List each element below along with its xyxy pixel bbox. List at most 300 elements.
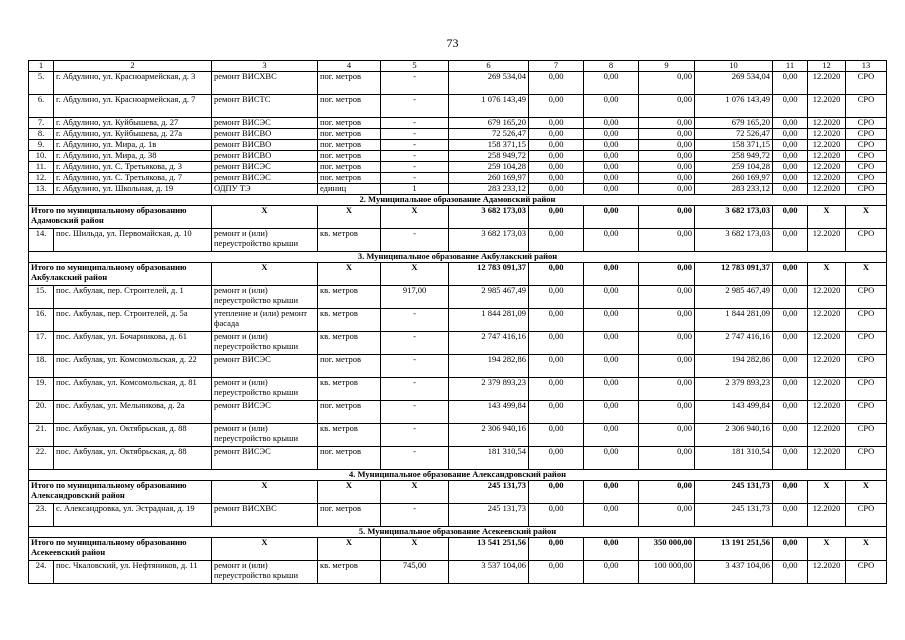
- page-number: 73: [446, 36, 459, 50]
- value-cell: 260 169,97: [695, 173, 773, 184]
- column-number-cell: 7: [529, 61, 584, 72]
- quantity-cell: -: [381, 424, 449, 447]
- subtotal-cell: Х: [381, 538, 449, 561]
- table-row: [29, 332, 887, 355]
- row-number: 5.: [29, 72, 54, 95]
- subtotal-cost: 245 131,73: [449, 481, 529, 504]
- subtotal-cell: 0,00: [584, 538, 639, 561]
- value-cell: 0,00: [529, 184, 584, 195]
- column-number-cell: 12: [808, 61, 846, 72]
- value-cell: 0,00: [639, 309, 695, 332]
- address-cell: г. Абдулино, ул. С. Третьякова, д. 7: [54, 173, 212, 184]
- value-cell: 0,00: [773, 129, 808, 140]
- unit-cell: кв. метров: [318, 332, 381, 355]
- subtotal-cell: 12 783 091,37: [695, 263, 773, 286]
- value-cell: 0,00: [773, 95, 808, 118]
- work-type-cell: ремонт ВИСХВС: [212, 504, 318, 527]
- address-cell: пос. Шильда, ул. Первомайская, д. 10: [54, 229, 212, 252]
- date-cell: 12.2020: [808, 118, 846, 129]
- value-cell: 0,00: [773, 332, 808, 355]
- quantity-cell: -: [381, 129, 449, 140]
- row-number: 17.: [29, 332, 54, 355]
- subtotal-cell: 0,00: [639, 263, 695, 286]
- method-cell: СРО: [846, 72, 887, 95]
- method-cell: СРО: [846, 309, 887, 332]
- unit-cell: кв. метров: [318, 309, 381, 332]
- subtotal-cell: Х: [808, 538, 846, 561]
- value-cell: 0,00: [639, 355, 695, 378]
- date-cell: 12.2020: [808, 309, 846, 332]
- value-cell: 0,00: [584, 561, 639, 584]
- work-type-cell: ремонт и (или) переустройство крыши: [212, 561, 318, 584]
- value-cell: 0,00: [773, 173, 808, 184]
- address-cell: пос. Акбулак, пер. Строителей, д. 5а: [54, 309, 212, 332]
- value-cell: 0,00: [529, 561, 584, 584]
- value-cell: 0,00: [529, 401, 584, 424]
- subtotal-cell: Х: [212, 206, 318, 229]
- quantity-cell: -: [381, 151, 449, 162]
- date-cell: 12.2020: [808, 229, 846, 252]
- table-row: [29, 151, 887, 162]
- value-cell: 0,00: [639, 184, 695, 195]
- value-cell: 181 310,54: [695, 447, 773, 470]
- section-header-row: [29, 527, 887, 538]
- subtotal-cell: Х: [846, 206, 887, 229]
- column-number-cell: 13: [846, 61, 887, 72]
- total-cost-cell: 259 104,28: [449, 162, 529, 173]
- value-cell: 1 076 143,49: [695, 95, 773, 118]
- column-number-cell: 9: [639, 61, 695, 72]
- work-type-cell: ремонт ВИСЭС: [212, 162, 318, 173]
- quantity-cell: -: [381, 118, 449, 129]
- section-title: 3. Муниципальное образование Акбулакский район: [29, 252, 887, 263]
- address-cell: пос. Чкаловский, ул. Нефтяников, д. 11: [54, 561, 212, 584]
- value-cell: 143 499,84: [695, 401, 773, 424]
- column-number-cell: 3: [212, 61, 318, 72]
- address-cell: с. Александровка, ул. Эстрадная, д. 19: [54, 504, 212, 527]
- value-cell: 0,00: [529, 355, 584, 378]
- row-number: 21.: [29, 424, 54, 447]
- total-cost-cell: 181 310,54: [449, 447, 529, 470]
- value-cell: 0,00: [639, 72, 695, 95]
- value-cell: 0,00: [584, 151, 639, 162]
- work-type-cell: ремонт ВИСЭС: [212, 173, 318, 184]
- method-cell: СРО: [846, 162, 887, 173]
- work-type-cell: ремонт ВИСВО: [212, 129, 318, 140]
- row-number: 16.: [29, 309, 54, 332]
- value-cell: 0,00: [584, 140, 639, 151]
- value-cell: 0,00: [773, 309, 808, 332]
- method-cell: СРО: [846, 118, 887, 129]
- row-number: 13.: [29, 184, 54, 195]
- subtotal-cell: 0,00: [639, 206, 695, 229]
- value-cell: 3 437 104,06: [695, 561, 773, 584]
- quantity-cell: -: [381, 140, 449, 151]
- total-cost-cell: 2 747 416,16: [449, 332, 529, 355]
- unit-cell: пог. метров: [318, 95, 381, 118]
- quantity-cell: 1: [381, 184, 449, 195]
- value-cell: 0,00: [639, 424, 695, 447]
- address-cell: г. Абдулино, ул. С. Третьякова, д. 3: [54, 162, 212, 173]
- value-cell: 0,00: [773, 355, 808, 378]
- value-cell: 0,00: [639, 286, 695, 309]
- column-number-cell: 1: [29, 61, 54, 72]
- work-type-cell: ремонт ВИСВО: [212, 140, 318, 151]
- subtotal-row: [29, 481, 887, 504]
- value-cell: 0,00: [639, 162, 695, 173]
- value-cell: 0,00: [584, 286, 639, 309]
- method-cell: СРО: [846, 378, 887, 401]
- work-type-cell: ремонт и (или) переустройство крыши: [212, 424, 318, 447]
- value-cell: 0,00: [639, 332, 695, 355]
- row-number: 14.: [29, 229, 54, 252]
- value-cell: 3 682 173,03: [695, 229, 773, 252]
- method-cell: СРО: [846, 173, 887, 184]
- work-type-cell: ремонт ВИСХВС: [212, 72, 318, 95]
- section-title: 2. Муниципальное образование Адамовский район: [29, 195, 887, 206]
- value-cell: 245 131,73: [695, 504, 773, 527]
- subtotal-cell: Х: [846, 263, 887, 286]
- value-cell: 679 165,20: [695, 118, 773, 129]
- total-cost-cell: 679 165,20: [449, 118, 529, 129]
- column-number-cell: 11: [773, 61, 808, 72]
- total-cost-cell: 2 306 940,16: [449, 424, 529, 447]
- value-cell: 0,00: [639, 151, 695, 162]
- value-cell: 0,00: [584, 184, 639, 195]
- value-cell: 0,00: [529, 129, 584, 140]
- method-cell: СРО: [846, 332, 887, 355]
- method-cell: СРО: [846, 129, 887, 140]
- quantity-cell: -: [381, 447, 449, 470]
- value-cell: 0,00: [773, 401, 808, 424]
- method-cell: СРО: [846, 229, 887, 252]
- table-row: [29, 561, 887, 584]
- row-number: 9.: [29, 140, 54, 151]
- subtotal-cell: Х: [846, 481, 887, 504]
- work-type-cell: ремонт и (или) переустройство крыши: [212, 229, 318, 252]
- subtotal-cell: 0,00: [584, 481, 639, 504]
- method-cell: СРО: [846, 401, 887, 424]
- total-cost-cell: 194 282,86: [449, 355, 529, 378]
- table-row: [29, 401, 887, 424]
- method-cell: СРО: [846, 184, 887, 195]
- address-cell: г. Абдулино, ул. Красноармейская, д. 3: [54, 72, 212, 95]
- date-cell: 12.2020: [808, 447, 846, 470]
- unit-cell: пог. метров: [318, 447, 381, 470]
- subtotal-cell: Х: [212, 481, 318, 504]
- work-type-cell: утепление и (или) ремонт фасада: [212, 309, 318, 332]
- table-row: [29, 184, 887, 195]
- row-number: 12.: [29, 173, 54, 184]
- value-cell: 0,00: [639, 95, 695, 118]
- address-cell: пос. Акбулак, пер. Строителей, д. 1: [54, 286, 212, 309]
- column-number-cell: 2: [54, 61, 212, 72]
- column-number-cell: 4: [318, 61, 381, 72]
- row-number: 7.: [29, 118, 54, 129]
- address-cell: пос. Акбулак, ул. Комсомольская, д. 81: [54, 378, 212, 401]
- column-number-cell: 6: [449, 61, 529, 72]
- date-cell: 12.2020: [808, 129, 846, 140]
- work-type-cell: ремонт и (или) переустройство крыши: [212, 332, 318, 355]
- quantity-cell: -: [381, 378, 449, 401]
- subtotal-cell: Х: [808, 263, 846, 286]
- row-number: 8.: [29, 129, 54, 140]
- value-cell: 0,00: [639, 447, 695, 470]
- section-header-row: [29, 470, 887, 481]
- subtotal-cell: 0,00: [639, 481, 695, 504]
- value-cell: 0,00: [584, 332, 639, 355]
- quantity-cell: -: [381, 309, 449, 332]
- value-cell: 0,00: [529, 162, 584, 173]
- value-cell: 0,00: [529, 447, 584, 470]
- address-cell: пос. Акбулак, ул. Мельникова, д. 2а: [54, 401, 212, 424]
- subtotal-cell: Х: [381, 206, 449, 229]
- unit-cell: пог. метров: [318, 504, 381, 527]
- subtotal-cell: Х: [381, 481, 449, 504]
- total-cost-cell: 1 076 143,49: [449, 95, 529, 118]
- row-number: 23.: [29, 504, 54, 527]
- value-cell: 0,00: [584, 378, 639, 401]
- quantity-cell: 917,00: [381, 286, 449, 309]
- value-cell: 269 534,04: [695, 72, 773, 95]
- value-cell: 0,00: [639, 118, 695, 129]
- value-cell: 0,00: [584, 355, 639, 378]
- subtotal-row: [29, 263, 887, 286]
- method-cell: СРО: [846, 355, 887, 378]
- quantity-cell: -: [381, 95, 449, 118]
- value-cell: 0,00: [773, 140, 808, 151]
- work-type-cell: ремонт ВИСВО: [212, 151, 318, 162]
- subtotal-cell: Х: [318, 263, 381, 286]
- section-header-row: [29, 252, 887, 263]
- value-cell: 0,00: [639, 504, 695, 527]
- subtotal-cell: 0,00: [529, 538, 584, 561]
- quantity-cell: 745,00: [381, 561, 449, 584]
- row-number: 15.: [29, 286, 54, 309]
- value-cell: 158 371,15: [695, 140, 773, 151]
- table-row: [29, 140, 887, 151]
- value-cell: 0,00: [773, 447, 808, 470]
- subtotal-cell: Х: [318, 481, 381, 504]
- value-cell: 0,00: [584, 173, 639, 184]
- table-row: [29, 424, 887, 447]
- table-row: [29, 355, 887, 378]
- table-row: [29, 378, 887, 401]
- value-cell: 0,00: [639, 401, 695, 424]
- value-cell: 1 844 281,09: [695, 309, 773, 332]
- address-cell: г. Абдулино, ул. Мира, д. 38: [54, 151, 212, 162]
- quantity-cell: -: [381, 332, 449, 355]
- row-number: 20.: [29, 401, 54, 424]
- method-cell: СРО: [846, 424, 887, 447]
- unit-cell: пог. метров: [318, 401, 381, 424]
- value-cell: 0,00: [773, 424, 808, 447]
- unit-cell: пог. метров: [318, 151, 381, 162]
- subtotal-cell: 0,00: [529, 263, 584, 286]
- total-cost-cell: 269 534,04: [449, 72, 529, 95]
- value-cell: 0,00: [584, 504, 639, 527]
- total-cost-cell: 1 844 281,09: [449, 309, 529, 332]
- value-cell: 0,00: [773, 561, 808, 584]
- total-cost-cell: 2 379 893,23: [449, 378, 529, 401]
- method-cell: СРО: [846, 504, 887, 527]
- unit-cell: единиц: [318, 184, 381, 195]
- subtotal-cell: 0,00: [584, 206, 639, 229]
- column-number-cell: 5: [381, 61, 449, 72]
- subtotal-row: [29, 206, 887, 229]
- unit-cell: пог. метров: [318, 129, 381, 140]
- total-cost-cell: 245 131,73: [449, 504, 529, 527]
- method-cell: СРО: [846, 95, 887, 118]
- value-cell: 194 282,86: [695, 355, 773, 378]
- unit-cell: пог. метров: [318, 72, 381, 95]
- value-cell: 2 379 893,23: [695, 378, 773, 401]
- row-number: 10.: [29, 151, 54, 162]
- unit-cell: пог. метров: [318, 140, 381, 151]
- address-cell: г. Абдулино, ул. Куйбышева, д. 27: [54, 118, 212, 129]
- column-number-cell: 8: [584, 61, 639, 72]
- work-type-cell: ремонт ВИСЭС: [212, 355, 318, 378]
- value-cell: 0,00: [529, 118, 584, 129]
- value-cell: 0,00: [773, 229, 808, 252]
- subtotal-cell: 3 682 173,03: [695, 206, 773, 229]
- quantity-cell: -: [381, 401, 449, 424]
- date-cell: 12.2020: [808, 95, 846, 118]
- value-cell: 0,00: [529, 95, 584, 118]
- value-cell: 2 747 416,16: [695, 332, 773, 355]
- total-cost-cell: 3 537 104,06: [449, 561, 529, 584]
- row-number: 24.: [29, 561, 54, 584]
- value-cell: 0,00: [584, 401, 639, 424]
- column-number-row: [29, 61, 887, 72]
- table-row: [29, 447, 887, 470]
- value-cell: 0,00: [529, 332, 584, 355]
- capital-repair-table: [28, 60, 887, 584]
- address-cell: г. Абдулино, ул. Красноармейская, д. 7: [54, 95, 212, 118]
- value-cell: 0,00: [529, 504, 584, 527]
- subtotal-cell: 350 000,00: [639, 538, 695, 561]
- value-cell: 2 985 467,49: [695, 286, 773, 309]
- value-cell: 0,00: [773, 72, 808, 95]
- quantity-cell: -: [381, 173, 449, 184]
- date-cell: 12.2020: [808, 424, 846, 447]
- subtotal-cell: 0,00: [773, 263, 808, 286]
- value-cell: 0,00: [773, 286, 808, 309]
- value-cell: 100 000,00: [639, 561, 695, 584]
- subtotal-cell: Х: [808, 481, 846, 504]
- value-cell: 0,00: [584, 424, 639, 447]
- date-cell: 12.2020: [808, 173, 846, 184]
- table-row: [29, 229, 887, 252]
- total-cost-cell: 2 985 467,49: [449, 286, 529, 309]
- value-cell: 259 104,28: [695, 162, 773, 173]
- date-cell: 12.2020: [808, 561, 846, 584]
- total-cost-cell: 72 526,47: [449, 129, 529, 140]
- value-cell: 0,00: [773, 118, 808, 129]
- value-cell: 0,00: [773, 184, 808, 195]
- quantity-cell: -: [381, 162, 449, 173]
- value-cell: 0,00: [639, 229, 695, 252]
- subtotal-cell: Х: [318, 206, 381, 229]
- table-body: [29, 61, 887, 584]
- row-number: 18.: [29, 355, 54, 378]
- value-cell: 0,00: [584, 162, 639, 173]
- table-row: [29, 118, 887, 129]
- address-cell: пос. Акбулак, ул. Комсомольская, д. 22: [54, 355, 212, 378]
- table-row: [29, 162, 887, 173]
- unit-cell: пог. метров: [318, 355, 381, 378]
- unit-cell: кв. метров: [318, 286, 381, 309]
- value-cell: 0,00: [529, 286, 584, 309]
- address-cell: г. Абдулино, ул. Мира, д. 1в: [54, 140, 212, 151]
- subtotal-cell: Х: [846, 538, 887, 561]
- table-row: [29, 129, 887, 140]
- value-cell: 0,00: [584, 95, 639, 118]
- row-number: 19.: [29, 378, 54, 401]
- row-number: 22.: [29, 447, 54, 470]
- subtotal-label: Итого по муниципальному образованию Акбулакский район: [29, 263, 212, 286]
- section-title: 4. Муниципальное образование Александровский район: [29, 470, 887, 481]
- subtotal-cell: 0,00: [773, 206, 808, 229]
- total-cost-cell: 260 169,97: [449, 173, 529, 184]
- subtotal-cell: 0,00: [773, 538, 808, 561]
- date-cell: 12.2020: [808, 151, 846, 162]
- work-type-cell: ОДПУ ТЭ: [212, 184, 318, 195]
- subtotal-cell: 0,00: [529, 481, 584, 504]
- section-title: 5. Муниципальное образование Асекеевский район: [29, 527, 887, 538]
- subtotal-cell: Х: [318, 538, 381, 561]
- value-cell: 0,00: [584, 129, 639, 140]
- unit-cell: кв. метров: [318, 378, 381, 401]
- value-cell: 0,00: [529, 151, 584, 162]
- date-cell: 12.2020: [808, 140, 846, 151]
- subtotal-label: Итого по муниципальному образованию Асекеевский район: [29, 538, 212, 561]
- subtotal-cost: 13 541 251,56: [449, 538, 529, 561]
- value-cell: 0,00: [529, 72, 584, 95]
- method-cell: СРО: [846, 447, 887, 470]
- value-cell: 0,00: [584, 229, 639, 252]
- value-cell: 0,00: [584, 118, 639, 129]
- value-cell: 258 949,72: [695, 151, 773, 162]
- subtotal-cell: 245 131,73: [695, 481, 773, 504]
- value-cell: 0,00: [529, 424, 584, 447]
- address-cell: г. Абдулино, ул. Школьная, д. 19: [54, 184, 212, 195]
- unit-cell: кв. метров: [318, 561, 381, 584]
- value-cell: 0,00: [529, 229, 584, 252]
- date-cell: 12.2020: [808, 332, 846, 355]
- date-cell: 12.2020: [808, 504, 846, 527]
- value-cell: 0,00: [639, 129, 695, 140]
- section-header-row: [29, 195, 887, 206]
- subtotal-cost: 3 682 173,03: [449, 206, 529, 229]
- total-cost-cell: 258 949,72: [449, 151, 529, 162]
- subtotal-cell: Х: [381, 263, 449, 286]
- subtotal-cell: 13 191 251,56: [695, 538, 773, 561]
- work-type-cell: ремонт ВИСЭС: [212, 447, 318, 470]
- work-type-cell: ремонт ВИСЭС: [212, 401, 318, 424]
- value-cell: 2 306 940,16: [695, 424, 773, 447]
- address-cell: пос. Акбулак, ул. Октябрьская, д. 88: [54, 447, 212, 470]
- table-row: [29, 504, 887, 527]
- subtotal-cell: Х: [212, 538, 318, 561]
- subtotal-cell: 0,00: [529, 206, 584, 229]
- value-cell: 0,00: [773, 151, 808, 162]
- subtotal-cost: 12 783 091,37: [449, 263, 529, 286]
- subtotal-label: Итого по муниципальному образованию Адамовский район: [29, 206, 212, 229]
- unit-cell: пог. метров: [318, 173, 381, 184]
- work-type-cell: ремонт ВИСЭС: [212, 118, 318, 129]
- value-cell: 0,00: [773, 378, 808, 401]
